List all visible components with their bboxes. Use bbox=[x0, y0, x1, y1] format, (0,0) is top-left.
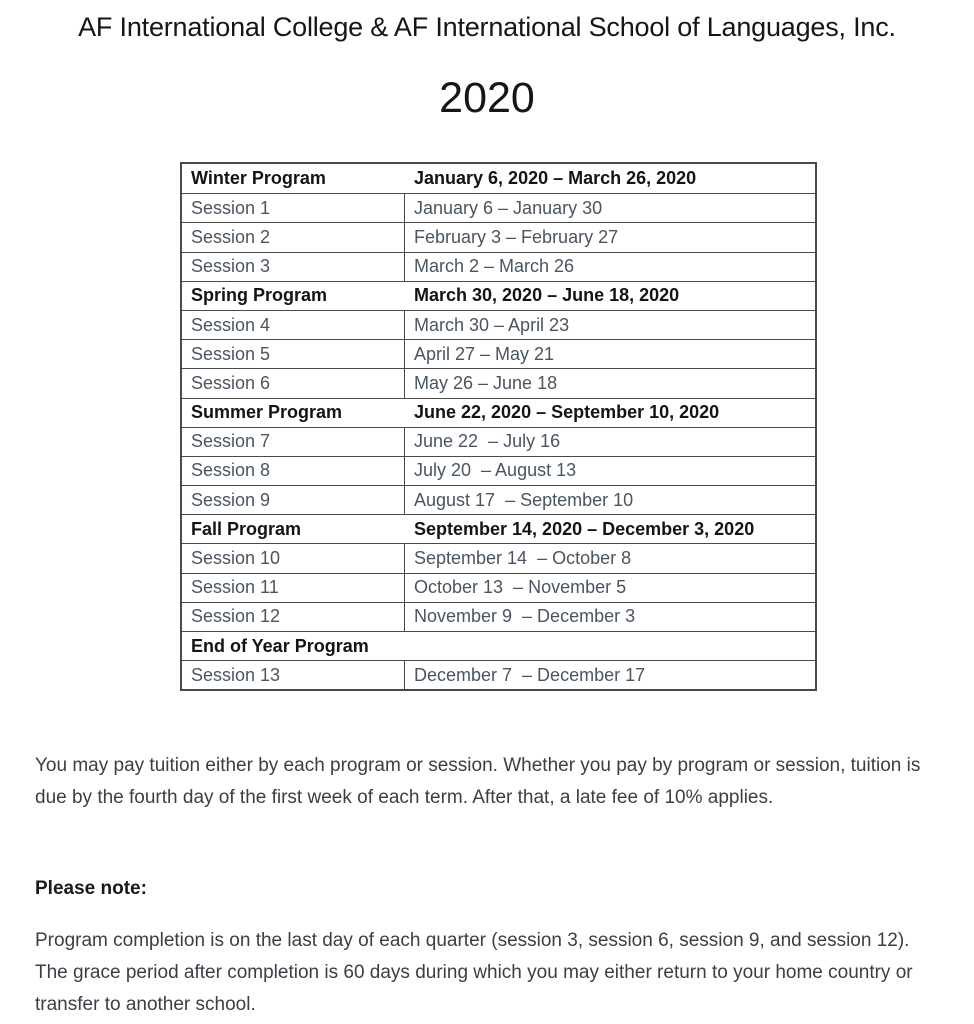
date-range: September 14, 2020 – December 3, 2020 bbox=[414, 518, 755, 539]
session-row bbox=[182, 485, 815, 514]
date-range: May 26 – June 18 bbox=[414, 372, 558, 393]
session-name: Session 7 bbox=[182, 428, 405, 456]
date-range: June 22, 2020 – September 10, 2020 bbox=[414, 402, 720, 423]
date-range: November 9 – December 3 bbox=[414, 606, 636, 627]
session-name: Session 4 bbox=[182, 311, 405, 339]
session-name: Session 5 bbox=[182, 340, 405, 368]
session-name: Session 3 bbox=[182, 253, 405, 281]
session-row bbox=[182, 602, 815, 631]
session-row bbox=[182, 222, 815, 251]
session-row bbox=[182, 310, 815, 339]
program-name: Spring Program bbox=[191, 285, 328, 306]
date-range: February 3 – February 27 bbox=[414, 226, 619, 247]
date-range: March 30 – April 23 bbox=[414, 314, 570, 335]
session-name: Session 2 bbox=[182, 223, 405, 251]
session-name: Session 9 bbox=[182, 486, 405, 514]
session-row bbox=[182, 339, 815, 368]
session-name: Session 6 bbox=[182, 369, 405, 397]
page-title: AF International College & AF International School of Languages, Inc. bbox=[78, 12, 896, 42]
program-row bbox=[182, 631, 815, 660]
date-range: October 13 – November 5 bbox=[414, 577, 627, 598]
program-row bbox=[182, 281, 815, 310]
date-range: March 2 – March 26 bbox=[414, 256, 575, 277]
date-range: December 7 – December 17 bbox=[414, 664, 646, 685]
program-row bbox=[182, 398, 815, 427]
year-heading: 2020 bbox=[439, 74, 535, 122]
session-row bbox=[182, 252, 815, 281]
session-row bbox=[182, 456, 815, 485]
session-row bbox=[182, 193, 815, 222]
session-row bbox=[182, 573, 815, 602]
date-range: January 6, 2020 – March 26, 2020 bbox=[414, 168, 697, 189]
program-row bbox=[182, 514, 815, 543]
schedule-table bbox=[180, 162, 817, 691]
date-range: April 27 – May 21 bbox=[414, 343, 555, 364]
program-name: End of Year Program bbox=[191, 635, 369, 656]
program-name: Winter Program bbox=[191, 168, 326, 189]
date-range: March 30, 2020 – June 18, 2020 bbox=[414, 285, 680, 306]
completion-paragraph: Program completion is on the last day of each quarter (session 3, session 6, session 9, and session 12). The grace period after completion is 60 days during which you may either return to your home country or transfer to another school. bbox=[35, 930, 913, 1015]
date-range: June 22 – July 16 bbox=[414, 431, 561, 452]
session-name: Session 11 bbox=[182, 574, 405, 602]
date-range: January 6 – January 30 bbox=[414, 197, 603, 218]
session-row bbox=[182, 427, 815, 456]
session-name: Session 8 bbox=[182, 457, 405, 485]
tuition-paragraph: You may pay tuition either by each program or session. Whether you pay by program or session, tuition is due by the fourth day of the first week of each term. After that, a late fee of 10% applies. bbox=[35, 755, 921, 808]
date-range bbox=[405, 632, 815, 660]
program-name: Summer Program bbox=[191, 402, 343, 423]
session-name: Session 10 bbox=[182, 544, 405, 572]
program-row bbox=[182, 164, 815, 193]
session-row bbox=[182, 368, 815, 397]
session-name: Session 13 bbox=[182, 661, 405, 689]
session-row bbox=[182, 660, 815, 689]
session-row bbox=[182, 543, 815, 572]
please-note-label: Please note: bbox=[35, 878, 147, 899]
date-range: August 17 – September 10 bbox=[414, 489, 634, 510]
session-name: Session 12 bbox=[182, 603, 405, 631]
date-range: July 20 – August 13 bbox=[414, 460, 577, 481]
date-range: September 14 – October 8 bbox=[414, 548, 632, 569]
session-name: Session 1 bbox=[182, 194, 405, 222]
program-name: Fall Program bbox=[191, 518, 302, 539]
